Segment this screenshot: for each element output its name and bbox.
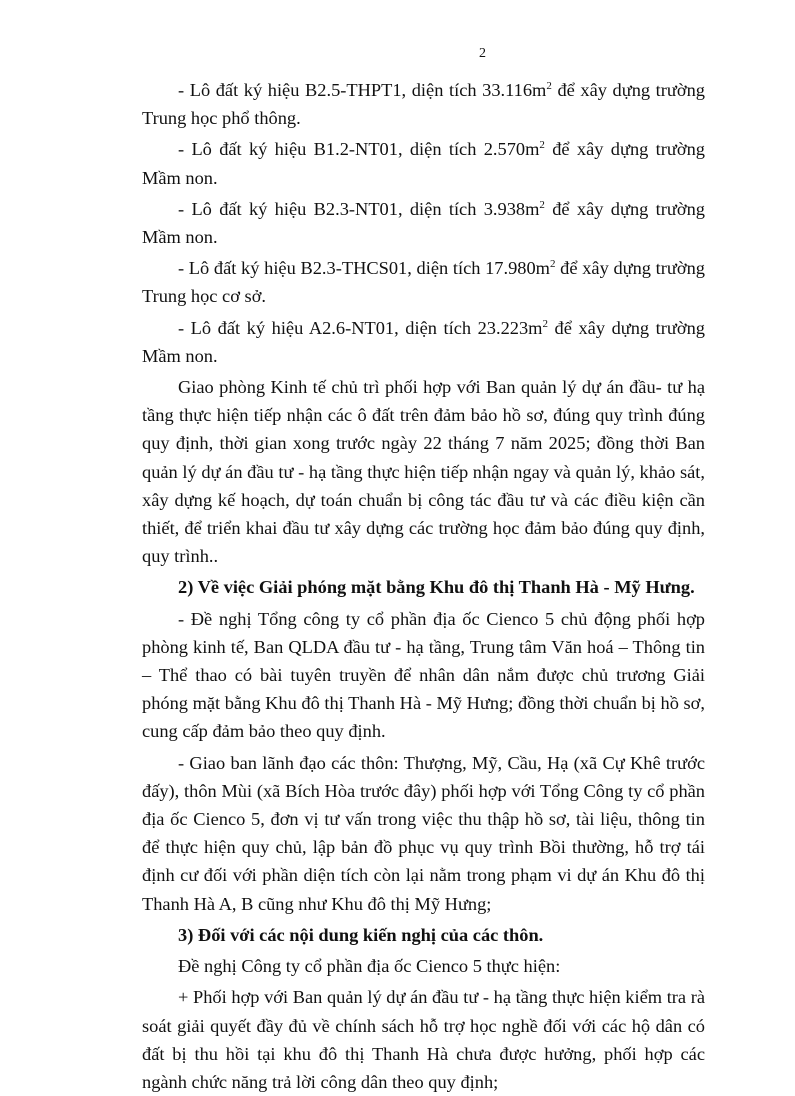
lot-text-end: để xây dựng trường Mầm non. <box>142 317 705 366</box>
land-lot-item <box>142 314 705 370</box>
section-3-intro: Đề nghị Công ty cổ phần địa ốc Cienco 5 thực hiện: <box>178 956 561 977</box>
lot-text-end: để xây dựng trường Mầm non. <box>142 139 705 188</box>
superscript: 2 <box>542 317 548 330</box>
superscript: 2 <box>546 79 552 92</box>
land-lot-item <box>142 76 705 132</box>
lot-text: - Lô đất ký hiệu B2.3-THCS01, diện tích 17.980m <box>178 258 550 279</box>
land-lot-list <box>142 76 705 370</box>
page-number: 2 <box>479 46 486 61</box>
section-2-heading: 2) Về việc Giải phóng mặt bằng Khu đô thị Thanh Hà - Mỹ Hưng. <box>178 577 695 598</box>
assignment-paragraph: Giao phòng Kinh tế chủ trì phối hợp với Ban quản lý dự án đầu- tư hạ tầng thực hiện tiếp nhận các ô đất trên đảm bảo hồ sơ, đúng quy trình đúng quy định, thời gian xong trước ngày 22 tháng 7 năm 2025; đồng thời Ban quản lý dự án đầu tư - hạ tầng thực hiện tiếp nhận ngay và quản lý, khảo sát, xây dựng kế hoạch, dự toán chuẩn bị công tác đầu tư và các điều kiện cần thiết, để triển khai đầu tư xây dựng các trường học đảm bảo đúng quy định, quy trình.. <box>142 377 705 567</box>
section-2-paragraph-2: - Giao ban lãnh đạo các thôn: Thượng, Mỹ, Cầu, Hạ (xã Cự Khê trước đấy), thôn Mùi (xã Bích Hòa trước đây) phối hợp với Tổng Công ty cổ phần địa ốc Cienco 5, đơn vị tư vấn trong việc thu thập hồ sơ, tài liệu, thông tin để thực hiện quy chủ, lập bản đồ phục vụ quy trình Bồi thường, hỗ trợ tái định cư đối với phần diện tích còn lại nằm trong phạm vi dự án Khu đô thị Thanh Hà A, B cũng như Khu đô thị Mỹ Hưng; <box>142 752 705 914</box>
section-2-paragraph-1: - Đề nghị Tổng công ty cổ phần địa ốc Cienco 5 chủ động phối hợp phòng kinh tế, Ban QLDA đầu tư - hạ tầng, Trung tâm Văn hoá – Thông tin – Thể thao có bài tuyên truyền để nhân dân nắm được chủ trương Giải phóng mặt bằng Khu đô thị Thanh Hà - Mỹ Hưng; đồng thời chuẩn bị hồ sơ, cung cấp đảm bảo theo quy định. <box>142 608 705 742</box>
lot-text-end: để xây dựng trường Trung học cơ sở. <box>142 258 705 307</box>
superscript: 2 <box>550 258 556 271</box>
section-3-heading: 3) Đối với các nội dung kiến nghị của các thôn. <box>178 924 544 945</box>
lot-text-end: để xây dựng trường Mầm non. <box>142 198 705 248</box>
lot-text: - Lô đất ký hiệu B2.5-THPT1, diện tích 33.116m <box>178 80 547 100</box>
superscript: 2 <box>539 198 545 211</box>
section-3-paragraph-1: + Phối hợp với Ban quản lý dự án đầu tư - hạ tầng thực hiện kiểm tra rà soát giải quyết đầy đủ về chính sách hỗ trợ học nghề đối với các hộ dân có đất bị thu hồi tại khu đô thị Thanh Hà chưa được hưởng, phối hợp các ngành chức năng trả lời công dân theo quy định; <box>142 987 705 1092</box>
land-lot-item <box>142 254 705 310</box>
lot-text: - Lô đất ký hiệu A2.6-NT01, diện tích 23.223m <box>178 317 543 338</box>
lot-text: - Lô đất ký hiệu B2.3-NT01, diện tích 3.938m <box>178 198 540 219</box>
superscript: 2 <box>539 139 545 152</box>
land-lot-item <box>142 195 705 251</box>
lot-text-end: để xây dựng trường Trung học phổ thông. <box>142 80 705 129</box>
land-lot-item <box>142 135 705 191</box>
lot-text: - Lô đất ký hiệu B1.2-NT01, diện tích 2.570m <box>178 139 540 160</box>
